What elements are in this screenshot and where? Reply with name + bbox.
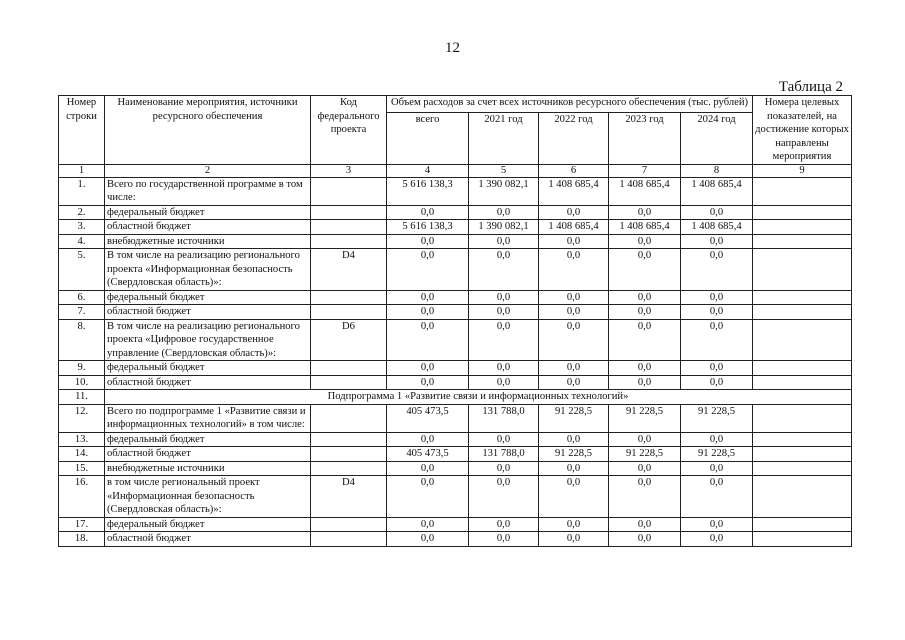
row-total: 0,0	[387, 517, 469, 532]
row-2024: 0,0	[681, 432, 753, 447]
header-2022: 2022 год	[539, 112, 609, 164]
row-total: 0,0	[387, 476, 469, 518]
row-targets	[753, 361, 852, 376]
row-2022: 0,0	[539, 305, 609, 320]
row-targets	[753, 532, 852, 547]
row-name: В том числе на реализацию регионального проекта «Информационная безопасность (Свердловская область)»:	[105, 249, 311, 291]
column-number-row	[59, 164, 852, 177]
row-2024: 0,0	[681, 234, 753, 249]
row-name: федеральный бюджет	[105, 205, 311, 220]
table-row	[59, 404, 852, 432]
row-2024: 0,0	[681, 290, 753, 305]
row-2023: 91 228,5	[609, 447, 681, 462]
row-number: 12.	[59, 404, 105, 432]
row-number: 8.	[59, 319, 105, 361]
table-row	[59, 220, 852, 235]
row-total: 0,0	[387, 375, 469, 390]
row-2022: 0,0	[539, 319, 609, 361]
row-targets	[753, 447, 852, 462]
row-2021: 0,0	[469, 319, 539, 361]
row-2021: 0,0	[469, 290, 539, 305]
header-total: всего	[387, 112, 469, 164]
row-name: внебюджетные источники	[105, 234, 311, 249]
row-2024: 0,0	[681, 319, 753, 361]
row-2022: 0,0	[539, 476, 609, 518]
row-2021: 0,0	[469, 532, 539, 547]
row-2024: 0,0	[681, 305, 753, 320]
row-targets	[753, 220, 852, 235]
row-2024: 0,0	[681, 375, 753, 390]
row-targets	[753, 432, 852, 447]
table-row	[59, 319, 852, 361]
row-number: 18.	[59, 532, 105, 547]
row-name: федеральный бюджет	[105, 361, 311, 376]
row-2023: 0,0	[609, 249, 681, 291]
row-2022: 1 408 685,4	[539, 220, 609, 235]
row-code	[311, 517, 387, 532]
row-total: 0,0	[387, 249, 469, 291]
row-code	[311, 432, 387, 447]
row-2022: 0,0	[539, 361, 609, 376]
column-number: 9	[753, 164, 852, 177]
row-total: 5 616 138,3	[387, 177, 469, 205]
row-targets	[753, 404, 852, 432]
column-number: 2	[105, 164, 311, 177]
row-2021: 0,0	[469, 249, 539, 291]
table-row	[59, 361, 852, 376]
header-2023: 2023 год	[609, 112, 681, 164]
row-2021: 131 788,0	[469, 447, 539, 462]
row-name: областной бюджет	[105, 305, 311, 320]
row-2023: 0,0	[609, 532, 681, 547]
row-targets	[753, 177, 852, 205]
row-targets	[753, 290, 852, 305]
row-number: 5.	[59, 249, 105, 291]
table-row	[59, 234, 852, 249]
subprogram-title: Подпрограмма 1 «Развитие связи и информационных технологий»	[105, 390, 852, 405]
row-code: D6	[311, 319, 387, 361]
row-total: 5 616 138,3	[387, 220, 469, 235]
row-2021: 0,0	[469, 234, 539, 249]
row-total: 405 473,5	[387, 404, 469, 432]
row-total: 0,0	[387, 532, 469, 547]
row-2024: 1 408 685,4	[681, 220, 753, 235]
row-total: 0,0	[387, 234, 469, 249]
row-number: 1.	[59, 177, 105, 205]
table-row	[59, 290, 852, 305]
table-row	[59, 305, 852, 320]
row-2024: 91 228,5	[681, 404, 753, 432]
table-row	[59, 249, 852, 291]
row-2021: 0,0	[469, 375, 539, 390]
row-2023: 0,0	[609, 375, 681, 390]
row-2021: 1 390 082,1	[469, 177, 539, 205]
row-2022: 0,0	[539, 234, 609, 249]
column-number: 5	[469, 164, 539, 177]
header-2024: 2024 год	[681, 112, 753, 164]
row-targets	[753, 476, 852, 518]
row-2021: 0,0	[469, 461, 539, 476]
row-number: 15.	[59, 461, 105, 476]
row-code: D4	[311, 249, 387, 291]
row-2024: 1 408 685,4	[681, 177, 753, 205]
row-number: 17.	[59, 517, 105, 532]
row-total: 0,0	[387, 319, 469, 361]
row-number: 2.	[59, 205, 105, 220]
row-total: 0,0	[387, 461, 469, 476]
row-2023: 0,0	[609, 432, 681, 447]
row-number: 7.	[59, 305, 105, 320]
row-name: областной бюджет	[105, 375, 311, 390]
row-2023: 0,0	[609, 461, 681, 476]
row-code	[311, 205, 387, 220]
row-2022: 0,0	[539, 517, 609, 532]
row-code	[311, 305, 387, 320]
row-name: внебюджетные источники	[105, 461, 311, 476]
page-number: 12	[445, 40, 460, 56]
table-row	[59, 177, 852, 205]
column-number: 1	[59, 164, 105, 177]
header-name: Наименование мероприятия, источники ресурсного обеспечения	[105, 96, 311, 165]
row-number: 14.	[59, 447, 105, 462]
row-total: 405 473,5	[387, 447, 469, 462]
table-row	[59, 532, 852, 547]
row-number: 4.	[59, 234, 105, 249]
column-number: 7	[609, 164, 681, 177]
row-2023: 0,0	[609, 319, 681, 361]
budget-table	[58, 95, 852, 547]
row-2021: 0,0	[469, 476, 539, 518]
row-number: 10.	[59, 375, 105, 390]
row-2022: 0,0	[539, 290, 609, 305]
row-number: 13.	[59, 432, 105, 447]
row-total: 0,0	[387, 290, 469, 305]
table-row	[59, 476, 852, 518]
row-2024: 0,0	[681, 476, 753, 518]
row-2022: 1 408 685,4	[539, 177, 609, 205]
row-2022: 91 228,5	[539, 447, 609, 462]
row-name: федеральный бюджет	[105, 290, 311, 305]
row-targets	[753, 234, 852, 249]
row-code	[311, 361, 387, 376]
row-number: 9.	[59, 361, 105, 376]
table-header	[59, 96, 852, 178]
row-2022: 0,0	[539, 432, 609, 447]
column-number: 6	[539, 164, 609, 177]
row-name: в том числе региональный проект «Информационная безопасность (Свердловская область)»:	[105, 476, 311, 518]
row-code	[311, 177, 387, 205]
row-2022: 0,0	[539, 532, 609, 547]
row-number: 16.	[59, 476, 105, 518]
row-targets	[753, 375, 852, 390]
row-number: 6.	[59, 290, 105, 305]
row-2023: 1 408 685,4	[609, 177, 681, 205]
row-targets	[753, 205, 852, 220]
row-code	[311, 234, 387, 249]
header-volume: Объем расходов за счет всех источников ресурсного обеспечения (тыс. рублей)	[387, 96, 753, 113]
row-2024: 0,0	[681, 532, 753, 547]
row-2023: 0,0	[609, 476, 681, 518]
row-2021: 1 390 082,1	[469, 220, 539, 235]
row-2024: 0,0	[681, 517, 753, 532]
row-name: федеральный бюджет	[105, 517, 311, 532]
row-2022: 0,0	[539, 375, 609, 390]
table-row	[59, 517, 852, 532]
row-2022: 0,0	[539, 461, 609, 476]
row-2023: 0,0	[609, 234, 681, 249]
row-name: Всего по государственной программе в том числе:	[105, 177, 311, 205]
row-targets	[753, 305, 852, 320]
table-row	[59, 432, 852, 447]
row-2023: 1 408 685,4	[609, 220, 681, 235]
row-2024: 0,0	[681, 249, 753, 291]
row-2024: 0,0	[681, 361, 753, 376]
row-2023: 0,0	[609, 517, 681, 532]
row-2024: 0,0	[681, 205, 753, 220]
row-code: D4	[311, 476, 387, 518]
row-code	[311, 375, 387, 390]
row-2023: 0,0	[609, 305, 681, 320]
row-2021: 0,0	[469, 305, 539, 320]
row-code	[311, 461, 387, 476]
row-name: областной бюджет	[105, 447, 311, 462]
row-2022: 91 228,5	[539, 404, 609, 432]
row-2022: 0,0	[539, 249, 609, 291]
header-row-no: Номер строки	[59, 96, 105, 165]
row-2021: 131 788,0	[469, 404, 539, 432]
table-label: Таблица 2	[778, 79, 843, 95]
row-total: 0,0	[387, 305, 469, 320]
row-2023: 0,0	[609, 205, 681, 220]
table-row	[59, 390, 852, 405]
row-2021: 0,0	[469, 517, 539, 532]
header-2021: 2021 год	[469, 112, 539, 164]
row-name: федеральный бюджет	[105, 432, 311, 447]
table-row	[59, 447, 852, 462]
column-number: 4	[387, 164, 469, 177]
row-name: областной бюджет	[105, 532, 311, 547]
row-2024: 0,0	[681, 461, 753, 476]
row-2023: 0,0	[609, 290, 681, 305]
row-name: В том числе на реализацию регионального проекта «Цифровое государственное управление (Свердловская область)»:	[105, 319, 311, 361]
row-code	[311, 447, 387, 462]
row-total: 0,0	[387, 361, 469, 376]
row-2022: 0,0	[539, 205, 609, 220]
row-targets	[753, 461, 852, 476]
table-row	[59, 205, 852, 220]
row-targets	[753, 517, 852, 532]
row-code	[311, 404, 387, 432]
table-row	[59, 375, 852, 390]
row-name: областной бюджет	[105, 220, 311, 235]
row-code	[311, 290, 387, 305]
row-total: 0,0	[387, 432, 469, 447]
row-total: 0,0	[387, 205, 469, 220]
row-name: Всего по подпрограмме 1 «Развитие связи и информационных технологий» в том числе:	[105, 404, 311, 432]
row-code	[311, 220, 387, 235]
row-2021: 0,0	[469, 361, 539, 376]
row-code	[311, 532, 387, 547]
row-number: 3.	[59, 220, 105, 235]
row-2021: 0,0	[469, 432, 539, 447]
row-2023: 91 228,5	[609, 404, 681, 432]
row-targets	[753, 319, 852, 361]
row-2023: 0,0	[609, 361, 681, 376]
header-targets: Номера целевых показателей, на достижение которых направлены мероприятия	[753, 96, 852, 165]
header-code: Код федерального проекта	[311, 96, 387, 165]
row-number: 11.	[59, 390, 105, 405]
table-row	[59, 461, 852, 476]
row-2024: 91 228,5	[681, 447, 753, 462]
table-body	[59, 177, 852, 546]
row-2021: 0,0	[469, 205, 539, 220]
row-targets	[753, 249, 852, 291]
column-number: 8	[681, 164, 753, 177]
column-number: 3	[311, 164, 387, 177]
